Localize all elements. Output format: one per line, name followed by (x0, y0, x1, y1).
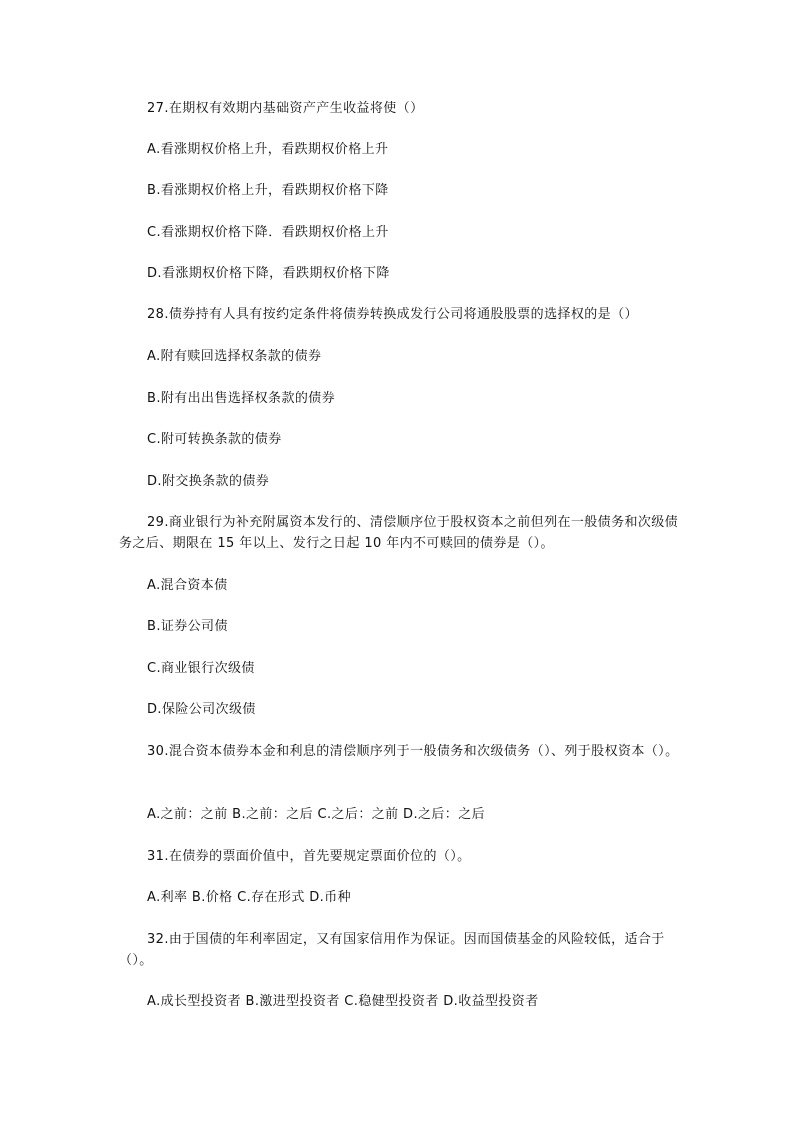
question-28-option-b: B.附有出出售选择权条款的债券 (147, 391, 336, 406)
question-27-option-d: D.看涨期权价格下降，看跌期权价格下降 (147, 266, 390, 281)
question-28-option-d: D.附交换条款的债券 (147, 474, 270, 489)
question-32-stem: 32.由于国债的年利率固定，又有国家信用作为保证。因而国债基金的风险较低，适合于（）。 (119, 932, 665, 968)
question-27-option-a: A.看涨期权价格上升，看跌期权价格上升 (147, 142, 389, 157)
question-32-options: A.成长型投资者 B.激进型投资者 C.稳健型投资者 D.收益型投资者 (147, 994, 539, 1009)
question-27-stem: 27.在期权有效期内基础资产产生收益将使（） (147, 101, 424, 116)
question-28-option-a: A.附有赎回选择权条款的债券 (147, 349, 322, 364)
question-29-stem: 29.商业银行为补充附属资本发行的、清偿顺序位于股权资本之前但列在一般债务和次级债务之后、期限在 15 年以上、发行之日起 10 年内不可赎回的债券是（）。 (119, 515, 679, 551)
question-30-stem: 30.混合资本债券本金和利息的清偿顺序列于一般债务和次级债务（）、列于股权资本（）。 (147, 744, 679, 759)
question-29-option-a: A.混合资本债 (147, 578, 228, 593)
question-30-options: A.之前：之前 B.之前：之后 C.之后：之前 D.之后：之后 (147, 807, 485, 822)
question-31-options: A.利率 B.价格 C.存在形式 D.币种 (147, 890, 351, 905)
question-28-stem: 28.债券持有人具有按约定条件将债券转换成发行公司将通股股票的选择权的是（） (147, 307, 638, 322)
question-28-option-c: C.附可转换条款的债券 (147, 432, 282, 447)
question-29-option-d: D.保险公司次级债 (147, 702, 256, 717)
question-29-option-c: C.商业银行次级债 (147, 661, 255, 676)
question-29-option-b: B.证券公司债 (147, 619, 228, 634)
question-31-stem: 31.在债券的票面价值中，首先要规定票面价位的（）。 (147, 849, 471, 864)
question-27-option-c: C.看涨期权价格下降．看跌期权价格上升 (147, 225, 389, 240)
question-27-option-b: B.看涨期权价格上升，看跌期权价格下降 (147, 183, 389, 198)
